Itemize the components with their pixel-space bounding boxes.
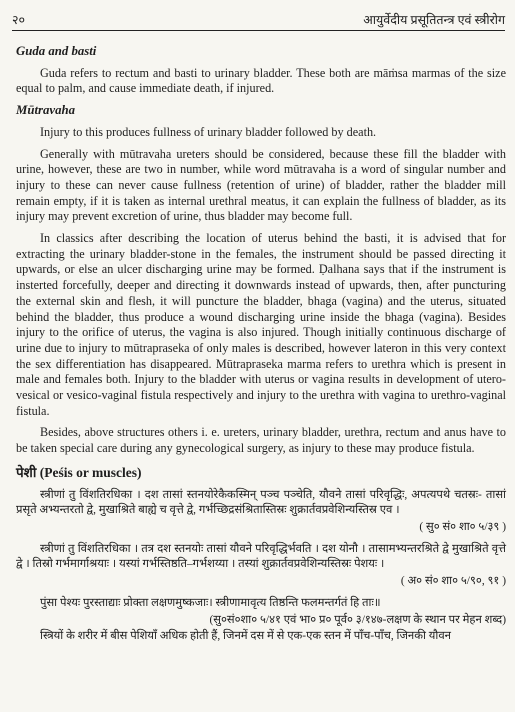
hindi-explanation: स्त्रियों के शरीर में बीस पेशियाँ अधिक होती हैं, जिनमें दस में से एक-एक स्तन में पाँच-पाँच, जिनकी यौवन xyxy=(40,629,451,642)
heading-guda-basti: Guda and basti xyxy=(16,44,97,58)
heading-pesi: पेशी (Peśis or muscles) xyxy=(16,464,142,480)
paragraph-mutravaha-injury: Injury to this produces fullness of urinary bladder followed by death. xyxy=(40,124,377,139)
citation-3: (सु०सं०शा० ५/४१ एवं भा० प्र० पूर्व० ३/१४७-लक्षण के स्थान पर मेहन शब्द) xyxy=(209,613,506,626)
page-number: २० xyxy=(12,12,26,27)
paragraph-classics-stone: In classics after describing the location of uterus behind the basti, it is advised that for extracting the urinary bladder-stone in the females, the instrument should be passed directing it upwards, or else an ulcer discharging urine may be formed. Ḍalhana says that if the instrument is insterted forcefully, deeper and directing it downwards instead of upwards, then, after puncturing the external skin and flesh, it will puncture the bladder, bhaga (vagina) and the uterus, situated behind the bladder, thus produce a wound discharging urine inside the bhaga (vagina). Besides injury to the orifice of uterus, the vagina is also injured. Though initially continuous discharge of urine due to injury to mūtrapraseka of only males is described, however lateron in this very context the sex differentiation has disappeared. Mūtrapraseka marma refers to urethra which is present in male and females both. Injury to the bladder with uterus or vagina results in development of utero-vesical or vesico-vaginal fistula respectively and injury to the urethra with vagina to urethro-vaginal fistula. xyxy=(16,231,506,418)
heading-mutravaha: Mūtravaha xyxy=(16,103,76,118)
citation-1: ( सु० सं० शा० ५/३९ ) xyxy=(419,520,506,533)
paragraph-mutravaha-ureters: Generally with mūtravaha ureters should be considered, because these fill the bladder with urine, however, these are two in number, while word mūtravaha is a word of singular number and injury to these can never cause fullness (retention of urine) of bladder, rather the bladder mill remain empty, if it is taken as internal urethral meatus, it can explain the fullness of bladder, as its injury may prevent excretion of urine, thus bladder may become full. xyxy=(16,146,506,224)
sanskrit-verse-2: स्त्रीणां तु विंशतिरधिका । तत्र दश स्तनयोः तासां यौवने परिवृद्धिर्भवति । दश योनौ । तासामभ्यन्तरश्रिते द्वे मुखाश्रिते वृत्ते द्वे । तिस्रो गर्भमार्गाश्रयाः । यस्यां गर्भस्तिष्ठति–गर्भशय्या । तस्यां शुक्रार्तवप्रवेशिन्यस्तिस्रः पेशयः । xyxy=(16,542,506,570)
running-header xyxy=(12,8,505,31)
paragraph-guda-basti: Guda refers to rectum and basti to urinary bladder. These both are māṁsa marmas of the size equal to palm, and cause immediate death, if injured. xyxy=(16,65,506,96)
paragraph-gynec-surgery: Besides, above structures others i. e. ureters, urinary bladder, urethra, rectum and anus have to be taken special care during any gynecological surgery, as injury to these may produce fistula. xyxy=(16,425,506,456)
running-title: आयुर्वेदीय प्रसूतितन्त्र एवं स्त्रीरोग xyxy=(363,12,505,27)
citation-2: ( अ० सं० शा० ५/९०, ९१ ) xyxy=(400,574,506,587)
page-body xyxy=(16,44,506,646)
sanskrit-verse-3: पुंसा पेश्यः पुरस्ताद्याः प्रोक्ता लक्षणमुष्कजाः। स्त्रीणामावृत्य तिष्ठन्ति फलमन्तर्गतं हि ताः॥ xyxy=(40,596,381,609)
sanskrit-verse-1: स्त्रीणां तु विंशतिरधिका । दश तासां स्तनयोरेकैकस्मिन् पञ्च पञ्चेति, यौवने तासां परिवृद्धिः, अपत्यपथे चतस्रः- तासां प्रसृते अभ्यन्तरतो द्वे, मुखाश्रिते बाह्ये च वृत्ते द्वे, गर्भच्छिद्रसंश्रितास्तिस्रः शुक्रार्तवप्रवेशिन्यस्तिस्र एव । xyxy=(16,488,506,516)
